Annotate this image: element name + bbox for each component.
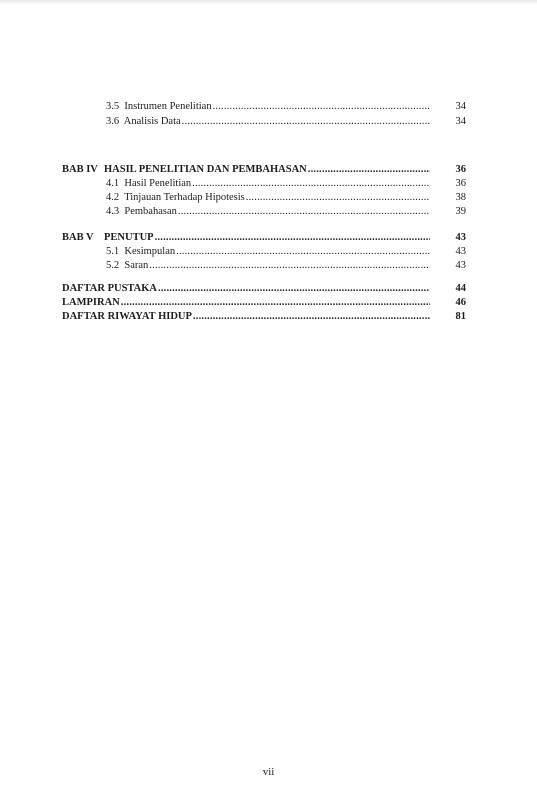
page-number: 36 (455, 164, 466, 175)
section-number: 5.1 (106, 246, 120, 257)
toc-entry-4-3 (62, 204, 466, 218)
page-number: 43 (455, 260, 466, 271)
page-number: 39 (455, 206, 466, 217)
toc-entry-3-6 (62, 114, 466, 128)
page-number: 46 (455, 297, 466, 308)
toc-entry-label (62, 116, 181, 128)
section-number: 3.5 (106, 101, 120, 112)
dot-leader (308, 164, 430, 176)
dot-leader (213, 101, 430, 113)
dot-leader (158, 283, 430, 295)
chapter-title: HASIL PENELITIAN DAN PEMBAHASAN (104, 164, 307, 175)
toc-entry-5-1 (62, 244, 466, 258)
page-number: 43 (455, 246, 466, 257)
toc-entry-label: DAFTAR PUSTAKA (62, 283, 157, 294)
dot-leader (149, 260, 430, 272)
page-number: 34 (455, 101, 466, 112)
toc-entry-label: DAFTAR RIWAYAT HIDUP (62, 311, 192, 322)
page-number: 43 (455, 232, 466, 243)
toc-lampiran (62, 295, 466, 309)
section-title: Tinjauan Terhadap Hipotesis (124, 192, 245, 203)
page-number: 44 (455, 283, 466, 294)
toc-daftar-pustaka (62, 281, 466, 295)
page-number: 34 (455, 116, 466, 127)
toc-chapter-bab-v (62, 230, 466, 244)
page-number: 38 (455, 192, 466, 203)
section-title: Pembahasan (124, 206, 177, 217)
dot-leader (192, 178, 430, 190)
chapter-number: BAB V (62, 232, 94, 243)
toc-chapter-bab-iv (62, 162, 466, 176)
toc-entry-5-2 (62, 258, 466, 272)
section-number: 3.6 (106, 116, 120, 127)
section-number: 4.3 (106, 206, 120, 217)
section-title: Saran (124, 260, 149, 271)
toc-entry-4-2 (62, 190, 466, 204)
dot-leader (182, 116, 430, 128)
toc-entry-4-1 (62, 176, 466, 190)
section-title: Analisis Data (123, 116, 181, 127)
dot-leader (155, 232, 430, 244)
section-title: Kesimpulan (124, 246, 176, 257)
section-number: 4.2 (106, 192, 120, 203)
chapter-title: PENUTUP (104, 232, 154, 243)
toc-entry-label (62, 164, 307, 176)
chapter-number: BAB IV (62, 164, 98, 175)
page-number: 81 (455, 311, 466, 322)
toc-entry-label (62, 178, 191, 190)
page-number-footer: vii (262, 766, 275, 778)
toc-entry-label (62, 246, 175, 258)
toc-entry-label (62, 260, 148, 272)
dot-leader (193, 311, 430, 323)
section-title: Instrumen Penelitian (124, 101, 212, 112)
dot-leader (246, 192, 430, 204)
scan-edge-shading (0, 0, 537, 5)
dot-leader (178, 206, 430, 218)
toc-daftar-riwayat-hidup (62, 309, 466, 323)
section-number: 5.2 (106, 260, 120, 271)
page-number: 36 (455, 178, 466, 189)
toc-entry-3-5 (62, 99, 466, 113)
section-title: Hasil Penelitian (124, 178, 192, 189)
toc-entry-label (62, 206, 177, 218)
toc-entry-label (62, 232, 154, 244)
toc-entry-label (62, 101, 212, 113)
dot-leader (176, 246, 430, 258)
toc-entry-label (62, 192, 245, 204)
dot-leader (121, 297, 430, 309)
toc-entry-label: LAMPIRAN (62, 297, 120, 308)
section-number: 4.1 (106, 178, 120, 189)
